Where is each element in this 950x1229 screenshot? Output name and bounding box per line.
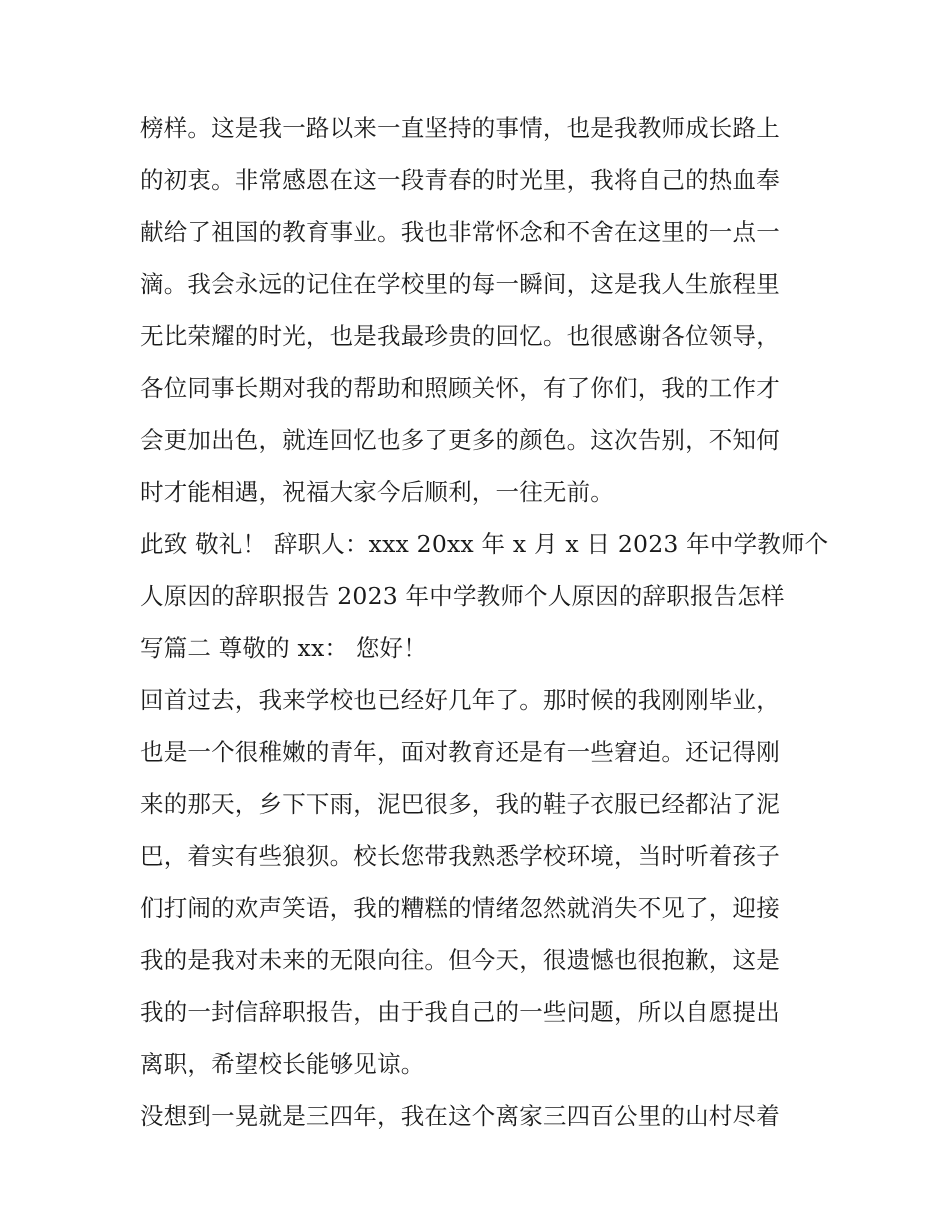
text-line: 人原因的辞职报告 2023 年中学教师个人原因的辞职报告怎样 xyxy=(140,582,785,610)
text-line: 的初衷。非常感恩在这一段青春的时光里，我将自己的热血奉 xyxy=(140,166,780,194)
document-body xyxy=(140,102,829,1142)
text-line: 会更加出色，就连回忆也多了更多的颜色。这次告别，不知何 xyxy=(140,426,780,454)
text-line: 回首过去，我来学校也已经好几年了。那时候的我刚刚毕业， xyxy=(140,686,780,714)
text-line: 也是一个很稚嫩的青年，面对教育还是有一些窘迫。还记得刚 xyxy=(140,738,780,766)
text-line: 时才能相遇，祝福大家今后顺利，一往无前。 xyxy=(140,478,614,506)
text-line: 来的那天，乡下下雨，泥巴很多，我的鞋子衣服已经都沾了泥 xyxy=(140,790,780,818)
text-line: 无比荣耀的时光，也是我最珍贵的回忆。也很感谢各位领导， xyxy=(140,322,780,350)
text-line: 此致 敬礼！ 辞职人：xxx 20xx 年 x 月 x 日 2023 年中学教师个 xyxy=(140,530,829,558)
text-line: 榜样。这是我一路以来一直坚持的事情，也是我教师成长路上 xyxy=(140,114,780,142)
text-line: 各位同事长期对我的帮助和照顾关怀，有了你们，我的工作才 xyxy=(140,374,780,402)
text-line: 滴。我会永远的记住在学校里的每一瞬间，这是我人生旅程里 xyxy=(140,270,780,298)
text-line: 没想到一晃就是三四年，我在这个离家三四百公里的山村尽着 xyxy=(140,1102,780,1130)
text-line: 离职，希望校长能够见谅。 xyxy=(140,1050,425,1078)
text-line: 们打闹的欢声笑语，我的糟糕的情绪忽然就消失不见了，迎接 xyxy=(140,894,780,922)
text-line: 献给了祖国的教育事业。我也非常怀念和不舍在这里的一点一 xyxy=(140,218,780,246)
text-line: 写篇二 尊敬的 xx： 您好！ xyxy=(140,634,427,662)
text-line: 我的一封信辞职报告，由于我自己的一些问题，所以自愿提出 xyxy=(140,998,780,1026)
text-line: 我的是我对未来的无限向往。但今天，很遗憾也很抱歉，这是 xyxy=(140,946,780,974)
text-line: 巴，着实有些狼狈。校长您带我熟悉学校环境，当时听着孩子 xyxy=(140,842,780,870)
